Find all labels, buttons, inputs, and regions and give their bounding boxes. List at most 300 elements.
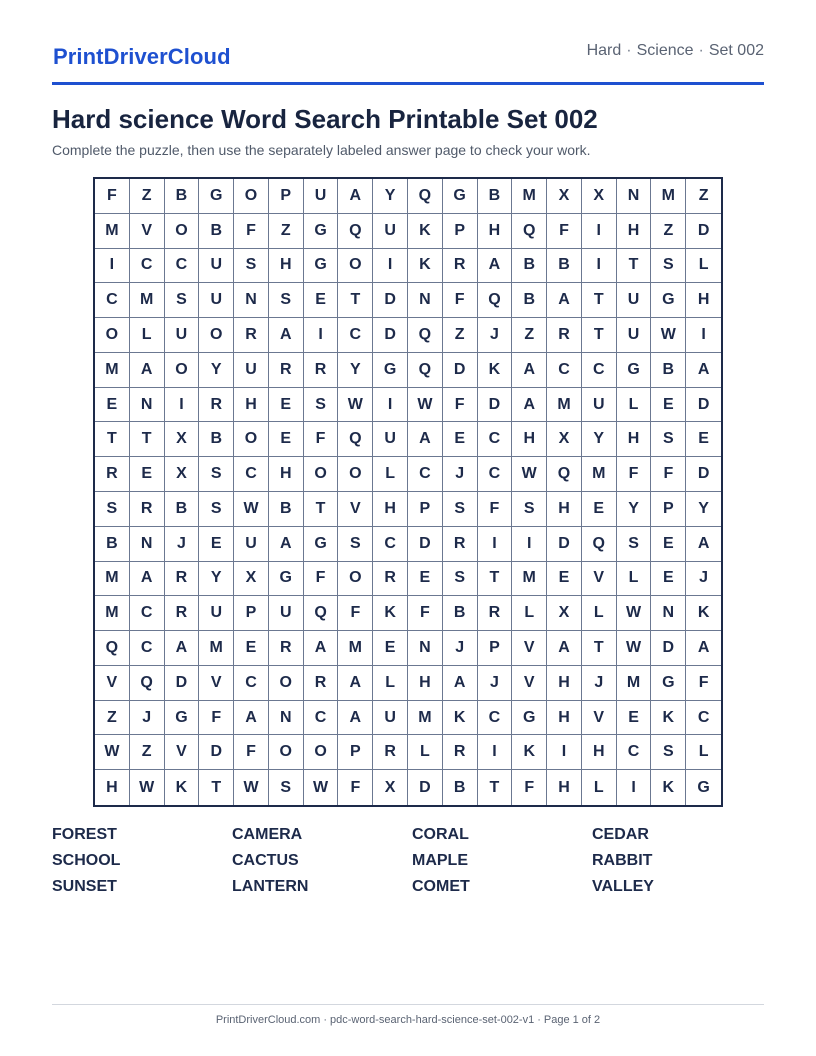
grid-cell: F — [95, 179, 130, 214]
grid-cell: P — [651, 492, 686, 527]
grid-cell: Z — [651, 214, 686, 249]
grid-cell: U — [199, 596, 234, 631]
grid-cell: T — [582, 318, 617, 353]
grid-cell: Z — [443, 318, 478, 353]
grid-cell: E — [547, 562, 582, 597]
grid-cell: M — [512, 562, 547, 597]
grid-cell: O — [165, 214, 200, 249]
grid-cell: G — [512, 701, 547, 736]
grid-cell: T — [130, 422, 165, 457]
grid-cell: M — [651, 179, 686, 214]
grid-cell: E — [651, 527, 686, 562]
grid-cell: O — [338, 562, 373, 597]
grid-cell: P — [408, 492, 443, 527]
grid-cell: X — [582, 179, 617, 214]
grid-cell: U — [234, 527, 269, 562]
header-divider — [52, 82, 764, 85]
grid-cell: R — [95, 457, 130, 492]
grid-cell: Q — [408, 179, 443, 214]
grid-cell: U — [269, 596, 304, 631]
grid-cell: B — [651, 353, 686, 388]
grid-cell: R — [443, 735, 478, 770]
grid-cell: U — [199, 283, 234, 318]
grid-cell: A — [512, 388, 547, 423]
grid-cell: S — [617, 527, 652, 562]
grid-cell: S — [95, 492, 130, 527]
grid-cell: L — [373, 457, 408, 492]
grid-cell: S — [651, 249, 686, 284]
grid-cell: V — [130, 214, 165, 249]
grid-cell: G — [304, 214, 339, 249]
grid-cell: S — [199, 457, 234, 492]
grid-cell: E — [443, 422, 478, 457]
grid-cell: X — [547, 596, 582, 631]
grid-cell: W — [130, 770, 165, 805]
grid-cell: F — [304, 422, 339, 457]
grid-cell: X — [165, 457, 200, 492]
grid-cell: W — [408, 388, 443, 423]
grid-cell: V — [582, 701, 617, 736]
grid-cell: A — [547, 631, 582, 666]
grid-cell: E — [304, 283, 339, 318]
grid-cell: C — [408, 457, 443, 492]
grid-cell: I — [547, 735, 582, 770]
grid-cell: L — [373, 666, 408, 701]
grid-cell: E — [234, 631, 269, 666]
grid-cell: N — [651, 596, 686, 631]
grid-cell: E — [408, 562, 443, 597]
grid-cell: I — [95, 249, 130, 284]
grid-cell: H — [269, 457, 304, 492]
footer-page-label: Page 1 of 2 — [543, 1014, 601, 1026]
grid-cell: R — [199, 388, 234, 423]
grid-cell: W — [95, 735, 130, 770]
grid-cell: S — [304, 388, 339, 423]
grid-cell: K — [512, 735, 547, 770]
grid-cell: O — [338, 457, 373, 492]
grid-cell: C — [686, 701, 721, 736]
grid-cell: H — [234, 388, 269, 423]
grid-cell: B — [512, 283, 547, 318]
word-list-item: RABBIT — [592, 852, 653, 869]
grid-cell: L — [582, 596, 617, 631]
grid-cell: C — [338, 318, 373, 353]
grid-cell: U — [373, 214, 408, 249]
grid-cell: C — [130, 249, 165, 284]
word-list-item: COMET — [412, 878, 470, 895]
grid-cell: K — [408, 214, 443, 249]
grid-cell: W — [338, 388, 373, 423]
grid-cell: C — [478, 457, 513, 492]
page-subtitle: Complete the puzzle, then use the separately labeled answer page to check your work. — [52, 142, 591, 158]
grid-cell: K — [478, 353, 513, 388]
grid-cell: Y — [686, 492, 721, 527]
grid-cell: V — [165, 735, 200, 770]
grid-cell: M — [95, 214, 130, 249]
grid-cell: F — [547, 214, 582, 249]
grid-cell: L — [512, 596, 547, 631]
grid-cell: R — [165, 562, 200, 597]
grid-cell: C — [165, 249, 200, 284]
grid-cell: W — [304, 770, 339, 805]
grid-cell: H — [547, 770, 582, 805]
grid-cell: E — [130, 457, 165, 492]
grid-cell: Y — [582, 422, 617, 457]
grid-cell: B — [165, 492, 200, 527]
grid-cell: O — [338, 249, 373, 284]
grid-cell: F — [234, 735, 269, 770]
grid-cell: R — [547, 318, 582, 353]
grid-cell: B — [199, 214, 234, 249]
grid-cell: N — [408, 631, 443, 666]
grid-cell: O — [304, 457, 339, 492]
word-list-item: LANTERN — [232, 878, 309, 895]
grid-cell: R — [269, 353, 304, 388]
grid-cell: K — [651, 770, 686, 805]
grid-cell: C — [478, 701, 513, 736]
grid-cell: D — [651, 631, 686, 666]
grid-cell: R — [478, 596, 513, 631]
grid-cell: R — [165, 596, 200, 631]
grid-cell: B — [512, 249, 547, 284]
grid-cell: C — [617, 735, 652, 770]
grid-cell: R — [304, 666, 339, 701]
grid-cell: X — [547, 422, 582, 457]
footer-divider — [52, 1004, 764, 1005]
grid-cell: M — [130, 283, 165, 318]
grid-cell: Q — [95, 631, 130, 666]
grid-cell: V — [512, 631, 547, 666]
grid-cell: E — [617, 701, 652, 736]
grid-cell: U — [304, 179, 339, 214]
grid-cell: O — [269, 735, 304, 770]
word-list — [52, 824, 764, 902]
grid-cell: H — [269, 249, 304, 284]
grid-cell: F — [408, 596, 443, 631]
grid-cell: S — [651, 735, 686, 770]
grid-cell: R — [443, 527, 478, 562]
grid-cell: W — [234, 770, 269, 805]
grid-cell: H — [617, 422, 652, 457]
grid-cell: K — [686, 596, 721, 631]
grid-cell: J — [443, 631, 478, 666]
grid-cell: Y — [373, 179, 408, 214]
grid-cell: V — [582, 562, 617, 597]
grid-cell: A — [408, 422, 443, 457]
grid-cell: D — [686, 214, 721, 249]
grid-cell: H — [95, 770, 130, 805]
grid-cell: J — [130, 701, 165, 736]
grid-cell: O — [234, 422, 269, 457]
grid-cell: A — [304, 631, 339, 666]
breadcrumb-item-category: Hard — [586, 42, 622, 59]
grid-cell: T — [338, 283, 373, 318]
grid-cell: U — [373, 701, 408, 736]
grid-cell: W — [234, 492, 269, 527]
grid-cell: H — [547, 492, 582, 527]
grid-cell: G — [304, 527, 339, 562]
grid-cell: I — [478, 735, 513, 770]
page-footer — [0, 1014, 816, 1026]
grid-cell: C — [547, 353, 582, 388]
grid-cell: Y — [199, 562, 234, 597]
grid-cell: W — [617, 596, 652, 631]
grid-cell: N — [408, 283, 443, 318]
grid-cell: D — [547, 527, 582, 562]
grid-cell: Q — [304, 596, 339, 631]
grid-cell: A — [338, 666, 373, 701]
grid-cell: M — [617, 666, 652, 701]
grid-cell: D — [408, 770, 443, 805]
grid-cell: E — [199, 527, 234, 562]
grid-cell: S — [443, 492, 478, 527]
grid-cell: B — [95, 527, 130, 562]
grid-cell: H — [408, 666, 443, 701]
grid-cell: F — [338, 770, 373, 805]
grid-cell: R — [373, 735, 408, 770]
grid-cell: O — [165, 353, 200, 388]
grid-cell: G — [199, 179, 234, 214]
word-list-item: CAMERA — [232, 826, 303, 843]
grid-cell: A — [512, 353, 547, 388]
grid-cell: H — [478, 214, 513, 249]
grid-cell: O — [269, 666, 304, 701]
grid-cell: H — [582, 735, 617, 770]
grid-cell: M — [512, 179, 547, 214]
breadcrumb-separator: · — [626, 42, 632, 59]
grid-cell: B — [547, 249, 582, 284]
grid-cell: P — [443, 214, 478, 249]
grid-cell: K — [443, 701, 478, 736]
grid-cell: U — [373, 422, 408, 457]
grid-cell: F — [617, 457, 652, 492]
grid-cell: S — [269, 770, 304, 805]
grid-cell: J — [582, 666, 617, 701]
grid-cell: N — [269, 701, 304, 736]
grid-cell: F — [651, 457, 686, 492]
grid-cell: R — [373, 562, 408, 597]
grid-cell: L — [617, 388, 652, 423]
grid-cell: V — [95, 666, 130, 701]
grid-cell: E — [686, 422, 721, 457]
grid-cell: P — [338, 735, 373, 770]
grid-cell: B — [443, 596, 478, 631]
grid-cell: R — [443, 249, 478, 284]
grid-cell: W — [651, 318, 686, 353]
grid-cell: A — [234, 701, 269, 736]
grid-cell: J — [686, 562, 721, 597]
grid-cell: Z — [686, 179, 721, 214]
grid-cell: P — [478, 631, 513, 666]
grid-cell: A — [686, 527, 721, 562]
grid-cell: L — [408, 735, 443, 770]
footer-site: PrintDriverCloud.com — [215, 1014, 321, 1026]
grid-cell: K — [408, 249, 443, 284]
grid-cell: O — [304, 735, 339, 770]
grid-cell: I — [582, 214, 617, 249]
grid-cell: L — [617, 562, 652, 597]
grid-cell: D — [686, 388, 721, 423]
grid-cell: H — [686, 283, 721, 318]
grid-cell: A — [338, 179, 373, 214]
grid-cell: P — [269, 179, 304, 214]
grid-cell: G — [443, 179, 478, 214]
grid-cell: E — [582, 492, 617, 527]
grid-cell: B — [478, 179, 513, 214]
word-list-item: CORAL — [412, 826, 469, 843]
grid-cell: S — [443, 562, 478, 597]
grid-cell: K — [651, 701, 686, 736]
grid-cell: Q — [408, 318, 443, 353]
grid-cell: A — [338, 701, 373, 736]
word-list-item: FOREST — [52, 826, 117, 843]
grid-cell: K — [373, 596, 408, 631]
grid-cell: J — [165, 527, 200, 562]
grid-cell: N — [234, 283, 269, 318]
grid-cell: G — [651, 283, 686, 318]
grid-cell: M — [338, 631, 373, 666]
grid-cell: C — [582, 353, 617, 388]
grid-cell: B — [269, 492, 304, 527]
grid-cell: I — [512, 527, 547, 562]
grid-cell: A — [686, 631, 721, 666]
footer-doc-id: pdc-word-search-hard-science-set-002-v1 — [330, 1014, 535, 1026]
grid-cell: R — [234, 318, 269, 353]
grid-cell: Z — [130, 735, 165, 770]
grid-cell: I — [478, 527, 513, 562]
word-list-item: SUNSET — [52, 878, 117, 895]
grid-cell: D — [373, 318, 408, 353]
grid-cell: C — [373, 527, 408, 562]
grid-cell: C — [130, 631, 165, 666]
grid-cell: T — [582, 631, 617, 666]
grid-cell: G — [269, 562, 304, 597]
grid-cell: A — [478, 249, 513, 284]
grid-cell: E — [95, 388, 130, 423]
grid-cell: F — [478, 492, 513, 527]
word-list-item: SCHOOL — [52, 852, 121, 869]
brand-logo[interactable]: PrintDriverCloud — [53, 44, 231, 69]
grid-cell: H — [373, 492, 408, 527]
grid-cell: W — [617, 631, 652, 666]
footer-separator: · — [537, 1014, 541, 1026]
grid-cell: Y — [338, 353, 373, 388]
footer-separator: · — [323, 1014, 328, 1026]
grid-cell: I — [373, 388, 408, 423]
grid-cell: I — [304, 318, 339, 353]
grid-cell: T — [582, 283, 617, 318]
grid-cell: I — [617, 770, 652, 805]
grid-cell: B — [199, 422, 234, 457]
grid-cell: B — [443, 770, 478, 805]
grid-cell: U — [617, 283, 652, 318]
grid-cell: T — [304, 492, 339, 527]
grid-cell: I — [686, 318, 721, 353]
grid-cell: H — [512, 422, 547, 457]
grid-cell: D — [373, 283, 408, 318]
grid-cell: U — [582, 388, 617, 423]
word-search-grid — [93, 177, 723, 807]
grid-cell: U — [234, 353, 269, 388]
grid-cell: R — [304, 353, 339, 388]
grid-cell: X — [547, 179, 582, 214]
grid-cell: D — [165, 666, 200, 701]
grid-cell: T — [617, 249, 652, 284]
grid-cell: P — [234, 596, 269, 631]
grid-cell: F — [512, 770, 547, 805]
grid-cell: C — [234, 666, 269, 701]
grid-cell: R — [269, 631, 304, 666]
grid-cell: W — [512, 457, 547, 492]
grid-cell: D — [443, 353, 478, 388]
grid-cell: C — [478, 422, 513, 457]
grid-cell: Q — [130, 666, 165, 701]
grid-cell: M — [199, 631, 234, 666]
grid-cell: B — [165, 179, 200, 214]
grid-cell: U — [165, 318, 200, 353]
grid-cell: A — [547, 283, 582, 318]
word-list-item: CACTUS — [232, 852, 299, 869]
word-list-item: VALLEY — [592, 878, 654, 895]
grid-cell: D — [199, 735, 234, 770]
grid-cell: X — [234, 562, 269, 597]
grid-cell: G — [697, 778, 710, 796]
grid-cell: Z — [130, 179, 165, 214]
grid-cell: F — [234, 214, 269, 249]
grid-cell: D — [478, 388, 513, 423]
grid-cell: C — [130, 596, 165, 631]
grid-cell: S — [199, 492, 234, 527]
grid-cell: A — [269, 527, 304, 562]
grid-cell: Q — [512, 214, 547, 249]
grid-cell: L — [686, 249, 721, 284]
grid-cell: E — [269, 422, 304, 457]
grid-cell: N — [130, 388, 165, 423]
grid-cell: H — [547, 666, 582, 701]
grid-cell: E — [373, 631, 408, 666]
grid-cell: D — [686, 457, 721, 492]
grid-cell: G — [617, 353, 652, 388]
grid-cell: Z — [512, 318, 547, 353]
grid-cell: F — [199, 701, 234, 736]
grid-cell: A — [130, 353, 165, 388]
grid-cell: Q — [582, 527, 617, 562]
grid-cell: F — [443, 388, 478, 423]
grid-cell: J — [443, 457, 478, 492]
grid-cell: V — [512, 666, 547, 701]
grid-cell: Q — [478, 283, 513, 318]
grid-cell: N — [617, 179, 652, 214]
grid-cell: E — [269, 388, 304, 423]
grid-cell: Z — [95, 701, 130, 736]
grid-cell: T — [478, 562, 513, 597]
grid-cell: Q — [338, 422, 373, 457]
grid-cell: E — [651, 562, 686, 597]
grid-cell: Q — [338, 214, 373, 249]
grid-cell: C — [304, 701, 339, 736]
grid-cell: O — [234, 179, 269, 214]
grid-cell: Q — [408, 353, 443, 388]
grid-cell: G — [304, 249, 339, 284]
grid-cell: A — [130, 562, 165, 597]
grid-cell: Y — [617, 492, 652, 527]
grid-cell: J — [478, 666, 513, 701]
page-title: Hard science Word Search Printable Set 002 — [52, 104, 598, 134]
grid-cell: F — [304, 562, 339, 597]
grid-cell: O — [95, 318, 130, 353]
grid-cell: S — [269, 283, 304, 318]
grid-cell: G — [651, 666, 686, 701]
